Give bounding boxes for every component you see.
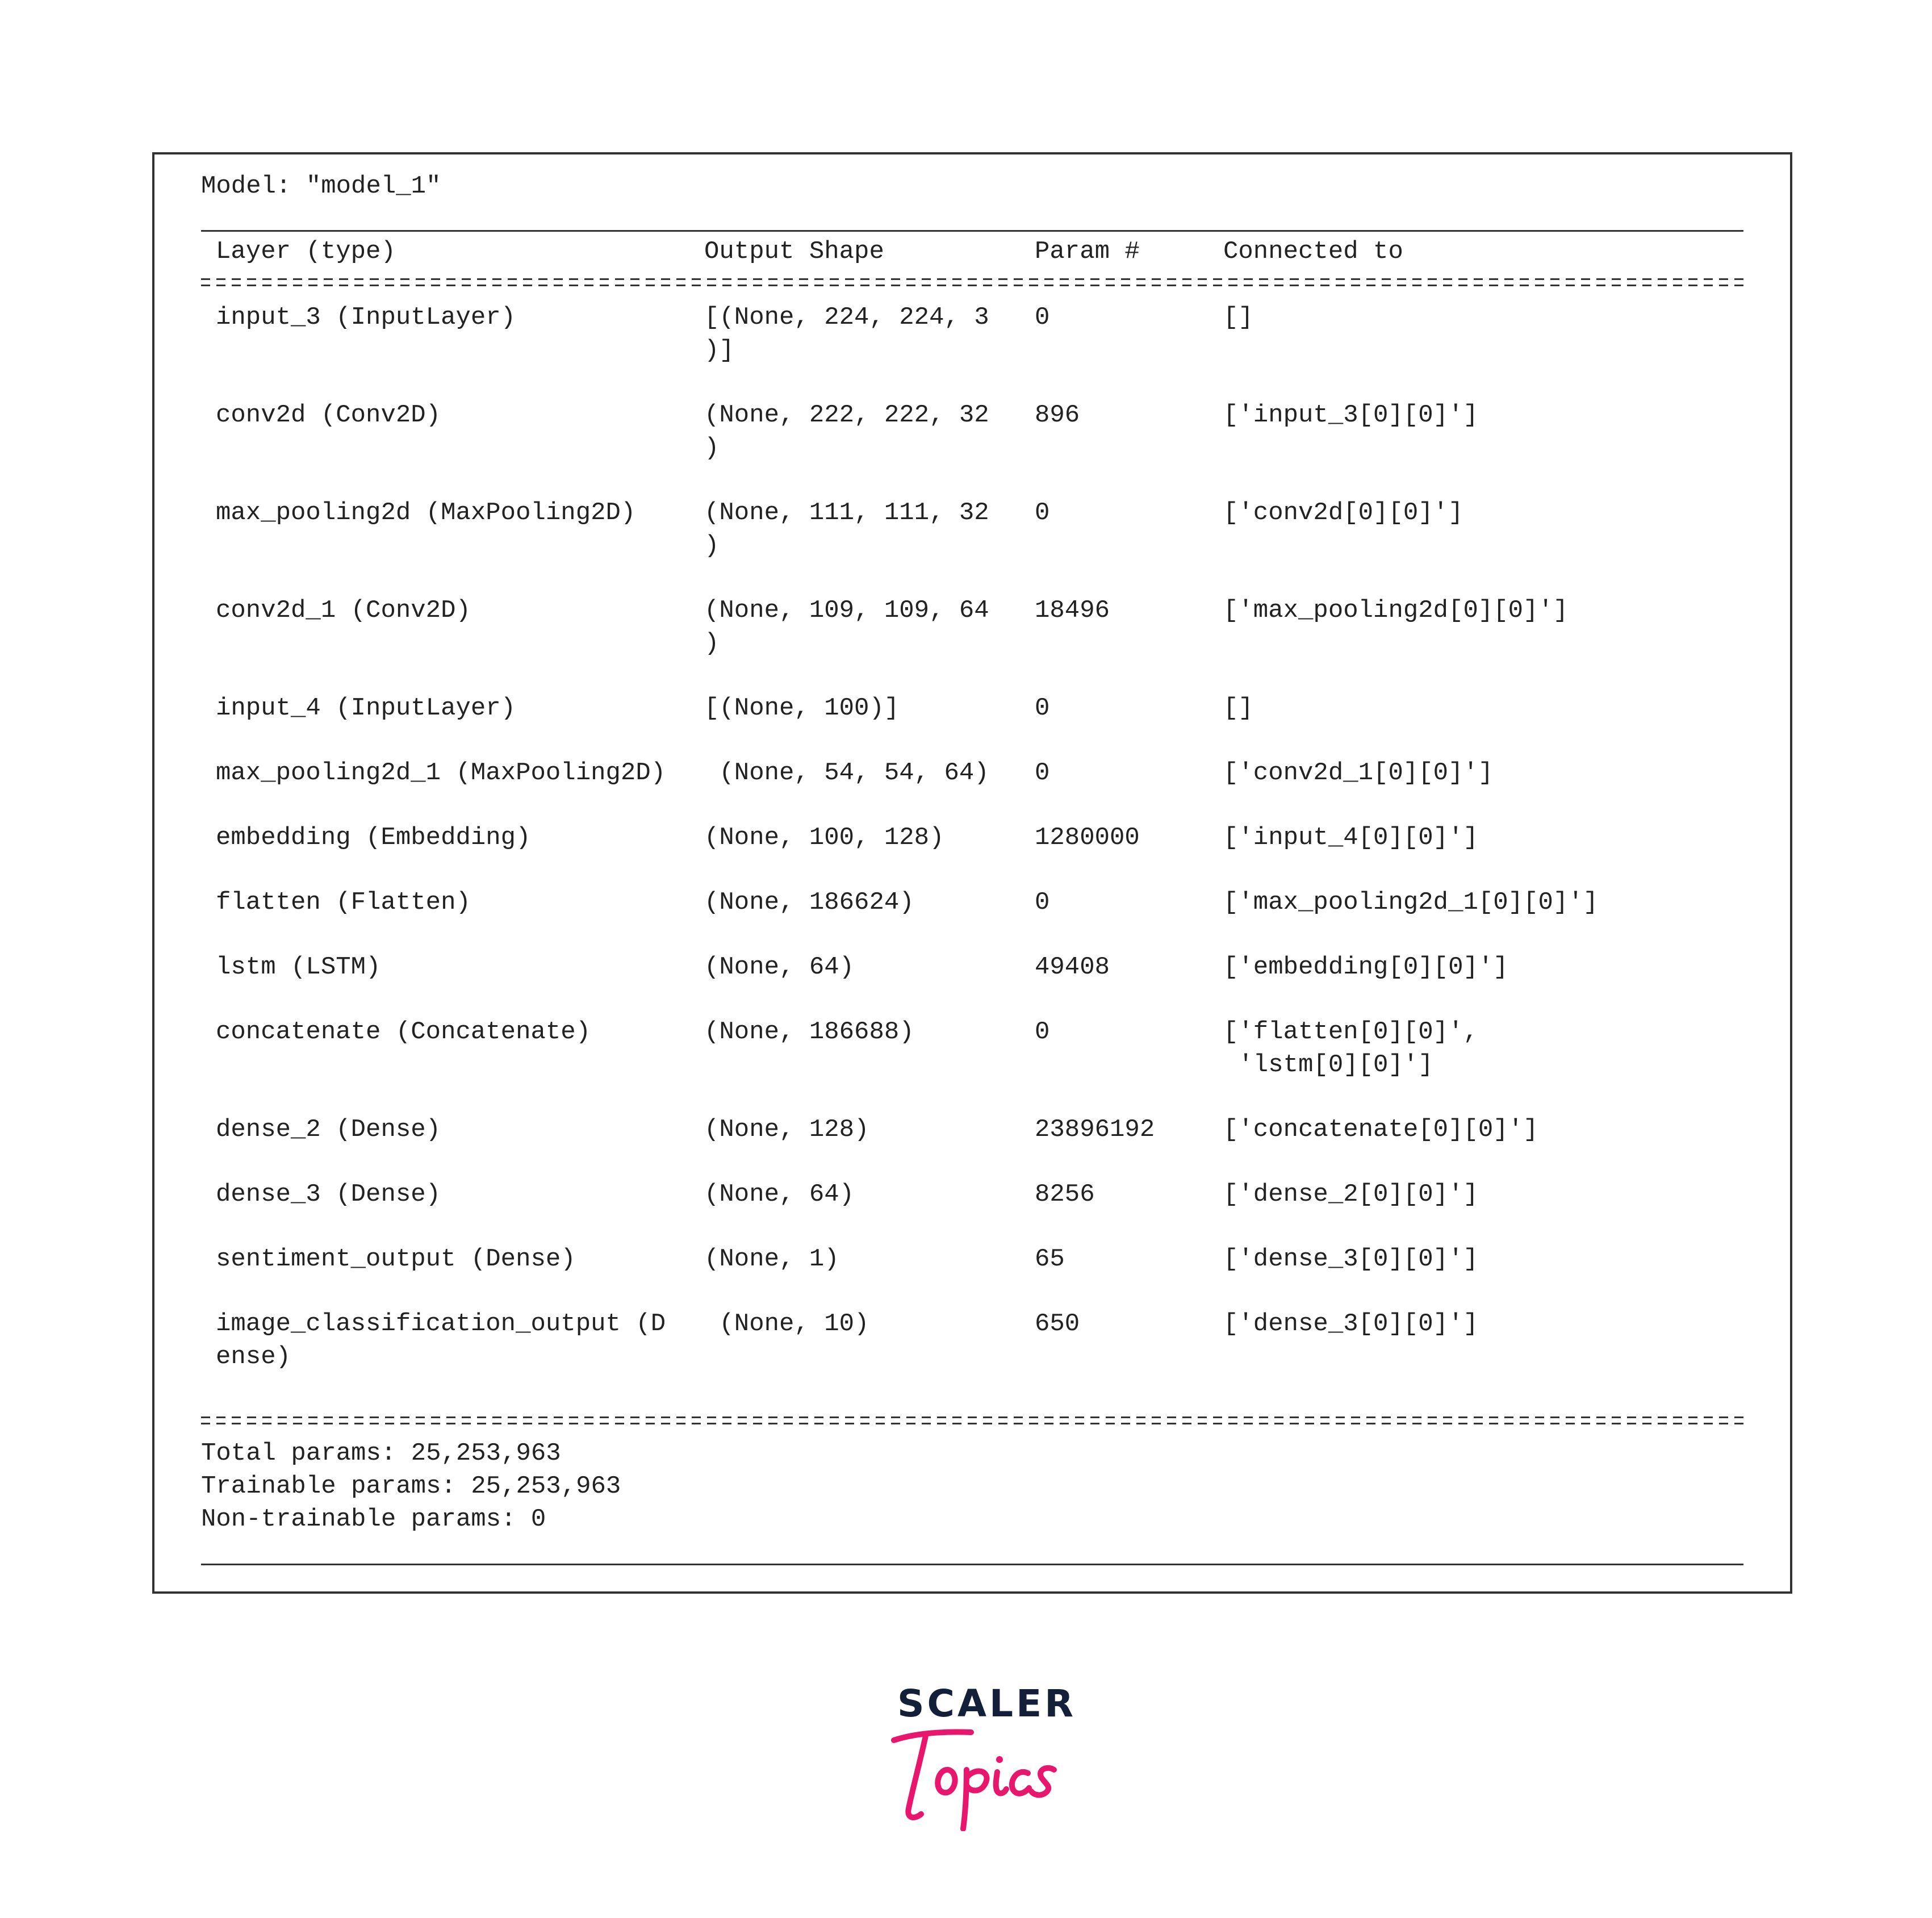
param-count-cell: 23896192 xyxy=(1035,1115,1155,1144)
layer-name-cell: ense) xyxy=(216,1343,291,1371)
model-title: Model: "model_1" xyxy=(201,172,441,200)
layer-name-cell: embedding (Embedding) xyxy=(216,824,531,852)
layer-name-cell: input_3 (InputLayer) xyxy=(216,303,516,332)
logo-topics-script xyxy=(886,1723,1062,1831)
non-trainable-params: Non-trainable params: 0 xyxy=(201,1505,546,1533)
layer-name-cell: concatenate (Concatenate) xyxy=(216,1018,591,1046)
column-header-output-shape: Output Shape xyxy=(704,237,884,266)
param-count-cell: 18496 xyxy=(1035,596,1110,625)
param-count-cell: 0 xyxy=(1035,694,1050,722)
model-summary-panel xyxy=(152,152,1792,1594)
output-shape-cell: (None, 109, 109, 64 xyxy=(704,596,989,625)
logo-scaler-text: SCALER xyxy=(897,1682,1077,1725)
output-shape-cell: [(None, 224, 224, 3 xyxy=(704,303,989,332)
layer-name-cell: conv2d_1 (Conv2D) xyxy=(216,596,471,625)
layer-name-cell: max_pooling2d (MaxPooling2D) xyxy=(216,499,636,527)
connected-to-cell: [] xyxy=(1223,303,1253,332)
column-header-layer: Layer (type) xyxy=(216,237,396,266)
param-count-cell: 0 xyxy=(1035,303,1050,332)
param-count-cell: 49408 xyxy=(1035,953,1110,981)
output-shape-cell: [(None, 100)] xyxy=(704,694,900,722)
trainable-params: Trainable params: 25,253,963 xyxy=(201,1472,621,1501)
connected-to-cell: ['max_pooling2d[0][0]'] xyxy=(1223,596,1569,625)
param-count-cell: 0 xyxy=(1035,888,1050,917)
connected-to-cell: ['input_3[0][0]'] xyxy=(1223,401,1478,429)
output-shape-cell: (None, 1) xyxy=(704,1245,839,1273)
output-shape-cell: ) xyxy=(704,629,720,658)
scaler-topics-logo xyxy=(886,1681,1077,1829)
output-shape-cell: (None, 186688) xyxy=(704,1018,914,1046)
connected-to-cell: ['embedding[0][0]'] xyxy=(1223,953,1508,981)
param-count-cell: 0 xyxy=(1035,1018,1050,1046)
param-count-cell: 65 xyxy=(1035,1245,1065,1273)
total-params: Total params: 25,253,963 xyxy=(201,1439,561,1468)
layer-name-cell: image_classification_output (D xyxy=(216,1310,666,1338)
connected-to-cell: ['dense_3[0][0]'] xyxy=(1223,1310,1478,1338)
connected-to-cell: ['dense_2[0][0]'] xyxy=(1223,1180,1478,1209)
param-count-cell: 650 xyxy=(1035,1310,1080,1338)
column-header-connected-to: Connected to xyxy=(1223,237,1403,266)
footer-bottom-rule xyxy=(201,1564,1743,1565)
output-shape-cell: (None, 64) xyxy=(704,953,855,981)
connected-to-cell: ['dense_3[0][0]'] xyxy=(1223,1245,1478,1273)
output-shape-cell: )] xyxy=(704,336,734,365)
layer-name-cell: sentiment_output (Dense) xyxy=(216,1245,576,1273)
connected-to-cell: ['input_4[0][0]'] xyxy=(1223,824,1478,852)
layer-name-cell: dense_2 (Dense) xyxy=(216,1115,441,1144)
connected-to-cell: ['flatten[0][0]', xyxy=(1223,1018,1478,1046)
layer-name-cell: conv2d (Conv2D) xyxy=(216,401,441,429)
connected-to-cell: ['conv2d_1[0][0]'] xyxy=(1223,759,1494,787)
layer-name-cell: flatten (Flatten) xyxy=(216,888,471,917)
output-shape-cell: (None, 54, 54, 64) xyxy=(704,759,989,787)
param-count-cell: 896 xyxy=(1035,401,1080,429)
param-count-cell: 0 xyxy=(1035,759,1050,787)
output-shape-cell: (None, 111, 111, 32 xyxy=(704,499,989,527)
footer-double-rule xyxy=(201,1416,1743,1424)
param-count-cell: 1280000 xyxy=(1035,824,1140,852)
param-count-cell: 0 xyxy=(1035,499,1050,527)
connected-to-cell: ['max_pooling2d_1[0][0]'] xyxy=(1223,888,1599,917)
header-top-rule xyxy=(201,230,1743,232)
connected-to-cell: ['conv2d[0][0]'] xyxy=(1223,499,1463,527)
output-shape-cell: ) xyxy=(704,434,720,462)
header-double-rule xyxy=(201,278,1743,286)
layer-name-cell: input_4 (InputLayer) xyxy=(216,694,516,722)
layer-name-cell: dense_3 (Dense) xyxy=(216,1180,441,1209)
output-shape-cell: (None, 10) xyxy=(704,1310,869,1338)
column-header-param: Param # xyxy=(1035,237,1140,266)
connected-to-cell: [] xyxy=(1223,694,1253,722)
output-shape-cell: (None, 100, 128) xyxy=(704,824,944,852)
output-shape-cell: (None, 186624) xyxy=(704,888,914,917)
connected-to-cell: ['concatenate[0][0]'] xyxy=(1223,1115,1538,1144)
output-shape-cell: (None, 222, 222, 32 xyxy=(704,401,989,429)
connected-to-cell: 'lstm[0][0]'] xyxy=(1223,1051,1433,1079)
layer-name-cell: max_pooling2d_1 (MaxPooling2D) xyxy=(216,759,666,787)
output-shape-cell: (None, 64) xyxy=(704,1180,855,1209)
output-shape-cell: ) xyxy=(704,532,720,560)
layer-name-cell: lstm (LSTM) xyxy=(216,953,381,981)
output-shape-cell: (None, 128) xyxy=(704,1115,869,1144)
param-count-cell: 8256 xyxy=(1035,1180,1095,1209)
